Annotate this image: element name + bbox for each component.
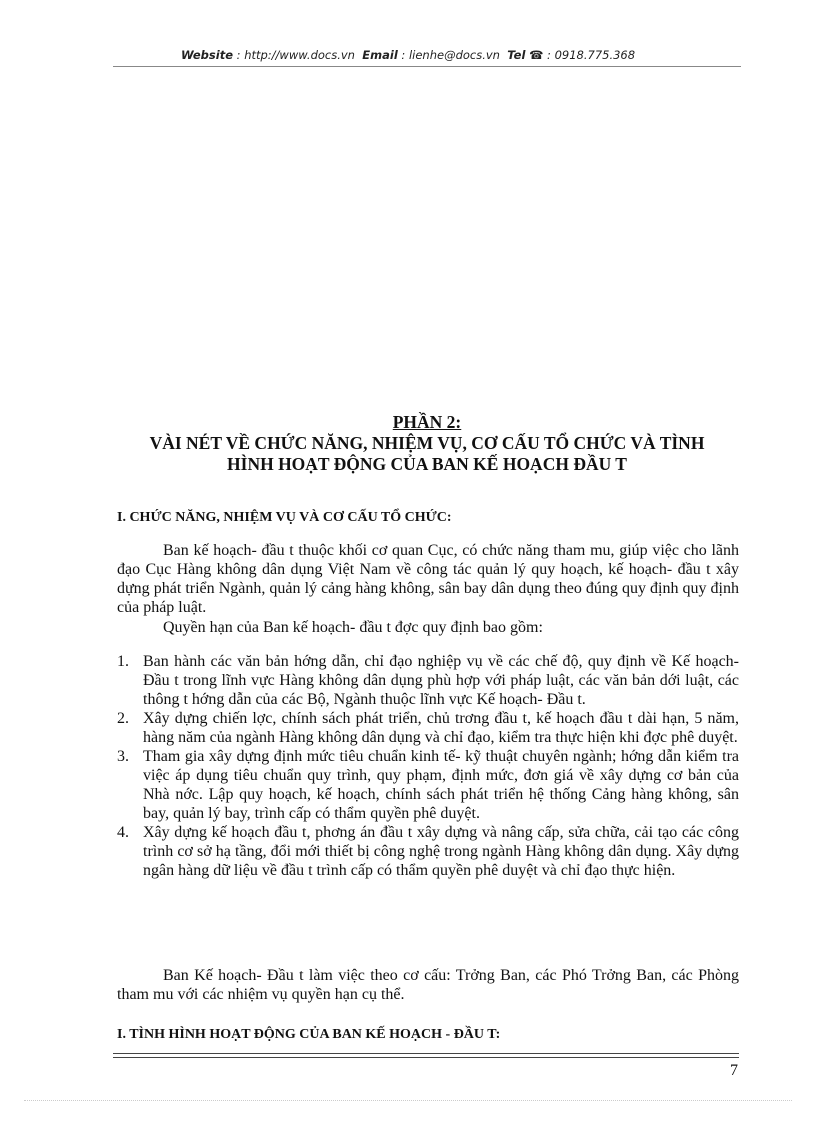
footer-divider <box>113 1053 739 1054</box>
email-value[interactable]: : lienhe@docs.vn <box>401 48 500 62</box>
email-label: Email <box>362 48 398 62</box>
page-edge-divider <box>24 1100 792 1101</box>
list-item-number: 2. <box>117 710 129 727</box>
list-item <box>117 747 739 823</box>
list-item-number: 3. <box>117 748 129 765</box>
footer-divider <box>113 1057 739 1058</box>
phone-icon: ☎ <box>529 48 544 62</box>
page-number: 7 <box>730 1062 738 1079</box>
part-label: PHẦN 2: <box>392 412 462 432</box>
list-item <box>117 709 739 747</box>
paragraph-functions: Ban kế hoạch- đầu t thuộc khối cơ quan Cục, có chức năng tham mu, giúp việc cho lãnh đạo Cục Hàng không dân dụng Việt Nam về công tác quản lý quy hoạch, kế hoạch- đầu t xây dựng phát triển Ngành, quản lý cảng hàng không, sân bay dân dụng theo đúng quy định quy định của pháp luật. <box>117 542 739 616</box>
list-item-text: Xây dựng kế hoạch đầu t, phơng án đầu t xây dựng và nâng cấp, sửa chữa, cải tạo các công trình cơ sở hạ tầng, đổi mới thiết bị công nghệ trong ngành Hàng không dân dụng. Xây dựng ngân hàng dữ liệu về đầu t trình cấp có thẩm quyền phê duyệt và chỉ đạo thực hiện. <box>143 824 739 879</box>
list-item <box>117 823 739 880</box>
page-header <box>0 48 816 62</box>
chapter-title <box>110 412 744 475</box>
paragraph-structure: Ban Kế hoạch- Đầu t làm việc theo cơ cấu: Trởng Ban, các Phó Trởng Ban, các Phòng tham mu với các nhiệm vụ quyền hạn cụ thể. <box>117 967 739 1003</box>
list-item-number: 1. <box>117 653 129 670</box>
paragraph-powers-intro: Quyền hạn của Ban kế hoạch- đầu t đợc quy định bao gồm: <box>163 619 543 636</box>
header-divider <box>113 66 741 67</box>
powers-list <box>117 652 739 880</box>
list-item-number: 4. <box>117 824 129 841</box>
title-line-1: VÀI NÉT VỀ CHỨC NĂNG, NHIỆM VỤ, CƠ CẤU TỔ CHỨC VÀ TÌNH <box>149 433 705 453</box>
website-value[interactable]: : http://www.docs.vn <box>236 48 355 62</box>
tel-value: : 0918.775.368 <box>547 48 636 62</box>
list-item-text: Tham gia xây dựng định mức tiêu chuẩn kinh tế- kỹ thuật chuyên ngành; hớng dẫn kiểm tra việc áp dụng tiêu chuẩn quy trình, quy phạm, định mức, đơn giá về xây dựng cơ bản của Nhà nớc. Lập quy hoạch, kế hoạch, chính sách phát triển hệ thống Cảng hàng không, sân bay, quản lý bay, trình cấp có thẩm quyền phê duyệt. <box>143 748 739 822</box>
title-line-2: HÌNH HOẠT ĐỘNG CỦA BAN KẾ HOẠCH ĐẦU T <box>227 454 627 474</box>
list-item <box>117 652 739 709</box>
website-label: Website <box>180 48 234 62</box>
list-item-text: Xây dựng chiến lợc, chính sách phát triển, chủ trơng đầu t, kế hoạch đầu t dài hạn, 5 năm, hàng năm của ngành Hàng không dân dụng và chỉ đạo, kiểm tra thực hiện khi đợc phê duyệt. <box>143 710 739 746</box>
section-2-heading: I. TÌNH HÌNH HOẠT ĐỘNG CỦA BAN KẾ HOẠCH - ĐẦU T: <box>117 1027 501 1042</box>
list-item-text: Ban hành các văn bản hớng dẫn, chỉ đạo nghiệp vụ về các chế độ, quy định về Kế hoạch- Đầu t trong lĩnh vực Hàng không dân dụng phù hợp với pháp luật, các văn bản dới luật, các thông t hớng dẫn của các Bộ, Ngành thuộc lĩnh vực Kế hoạch- Đầu t. <box>143 653 739 708</box>
tel-label: Tel <box>507 48 526 62</box>
section-1-heading: I. CHỨC NĂNG, NHIỆM VỤ VÀ CƠ CẤU TỔ CHỨC: <box>117 510 452 525</box>
